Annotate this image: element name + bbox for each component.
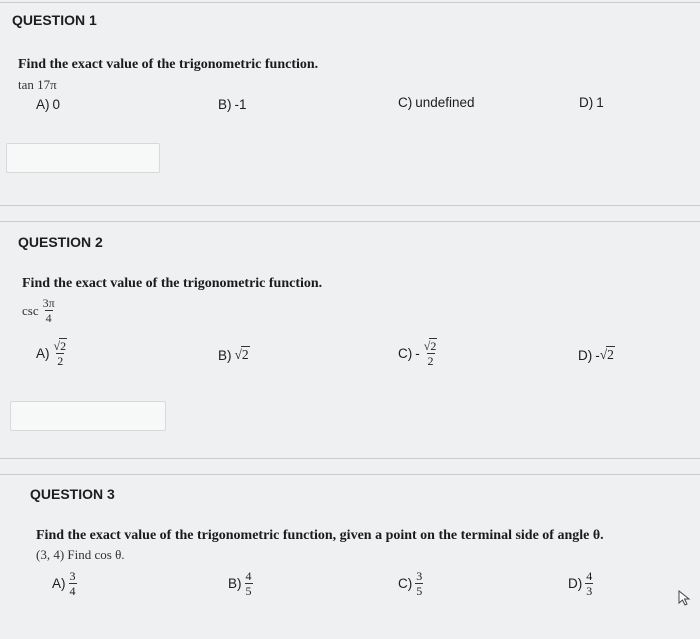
- option-label: A): [36, 346, 50, 361]
- question-2-divider: [0, 458, 700, 459]
- question-3-option-b[interactable]: [228, 570, 253, 597]
- question-2-prompt: Find the exact value of the trigonometric function.: [22, 276, 323, 291]
- question-1-expression: tan 17π: [18, 77, 57, 92]
- question-2-option-a[interactable]: [36, 340, 68, 367]
- question-3-header: QUESTION 3: [30, 486, 115, 502]
- question-1-option-d[interactable]: [579, 95, 604, 110]
- option-label: A): [52, 576, 66, 591]
- option-value: √2: [599, 347, 614, 362]
- function-name: csc: [22, 302, 39, 318]
- option-label: D): [568, 576, 583, 591]
- option-fraction: [585, 570, 593, 597]
- question-1-divider: [0, 205, 700, 206]
- question-1-answer-box[interactable]: [6, 143, 160, 173]
- denominator: 2: [427, 354, 434, 368]
- option-label: C): [398, 95, 413, 110]
- numerator: 4: [586, 569, 593, 583]
- numerator: 4: [245, 569, 252, 583]
- option-label: C): [398, 346, 413, 361]
- option-value: undefined: [415, 95, 475, 110]
- question-2-option-b[interactable]: [218, 347, 250, 363]
- question-1-option-b[interactable]: [218, 97, 247, 112]
- question-3-option-a[interactable]: [52, 570, 77, 597]
- option-value: 0: [52, 97, 61, 112]
- numerator: 3π: [42, 296, 55, 310]
- denominator: 4: [69, 584, 76, 598]
- denominator: 2: [57, 354, 64, 368]
- question-1-header: QUESTION 1: [12, 12, 97, 28]
- angle-fraction: [42, 297, 56, 324]
- option-label: D): [579, 95, 594, 110]
- question-2-option-c[interactable]: [398, 340, 438, 367]
- numerator: 3: [416, 569, 423, 583]
- option-value: 1: [596, 95, 604, 110]
- option-label: C): [398, 576, 413, 591]
- option-sign: -: [595, 347, 600, 363]
- option-fraction: [69, 570, 77, 597]
- option-value: -1: [234, 97, 247, 112]
- option-fraction: [415, 570, 423, 597]
- numerator: 3: [69, 569, 76, 583]
- option-label: B): [218, 97, 232, 112]
- option-fraction: [245, 570, 253, 597]
- question-1-option-a[interactable]: [36, 97, 60, 112]
- mouse-cursor-icon: [678, 590, 692, 611]
- option-label: B): [218, 347, 232, 363]
- option-value: √2: [234, 347, 249, 362]
- question-3-subprompt: (3, 4) Find cos θ.: [36, 547, 125, 562]
- denominator: 3: [586, 584, 593, 598]
- question-1-prompt: Find the exact value of the trigonometric function.: [18, 57, 319, 72]
- question-2-expression: [22, 297, 56, 324]
- question-3-prompt: Find the exact value of the trigonometric function, given a point on the terminal side of angle θ.: [36, 528, 604, 543]
- question-3-top-divider: [0, 474, 700, 475]
- option-label: A): [36, 97, 50, 112]
- option-label: D): [578, 347, 593, 363]
- question-1-option-c[interactable]: [398, 95, 475, 110]
- numerator: √2: [53, 339, 67, 353]
- denominator: 4: [45, 311, 52, 325]
- top-divider: [0, 2, 700, 3]
- question-2-answer-box[interactable]: [10, 401, 166, 431]
- option-fraction: [423, 340, 439, 367]
- option-label: B): [228, 576, 242, 591]
- denominator: 5: [416, 584, 423, 598]
- numerator: √2: [423, 339, 437, 353]
- question-2-top-divider: [0, 221, 700, 222]
- question-2-header: QUESTION 2: [18, 234, 103, 250]
- denominator: 5: [245, 584, 252, 598]
- question-3-option-c[interactable]: [398, 570, 423, 597]
- question-3-option-d[interactable]: [568, 570, 593, 597]
- question-2-option-d[interactable]: [578, 347, 615, 363]
- option-fraction: [53, 340, 69, 367]
- option-sign: -: [415, 346, 420, 361]
